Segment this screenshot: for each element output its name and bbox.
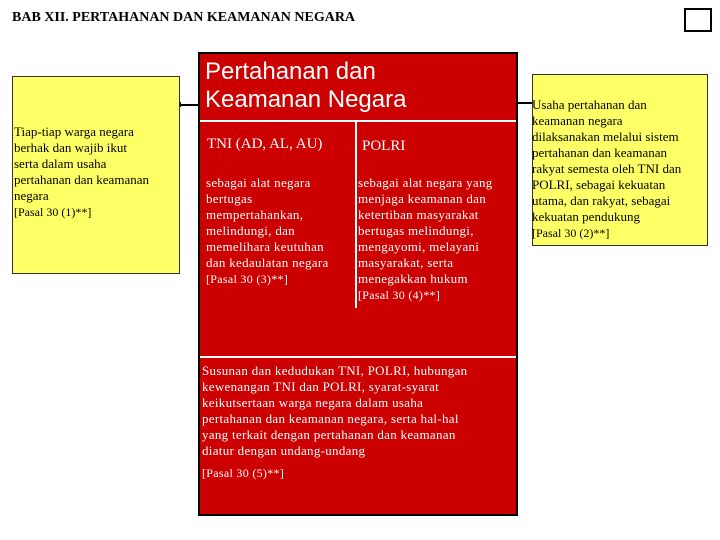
tni-heading: TNI (AD, AL, AU) — [207, 136, 323, 152]
polri-line: masyarakat, serta — [358, 255, 454, 270]
center-title-line: Pertahanan dan — [205, 58, 376, 85]
left-ref: [Pasal 30 (1)**] — [14, 205, 92, 219]
polri-heading: POLRI — [362, 138, 406, 154]
polri-line: ketertiban masyarakat — [358, 207, 479, 222]
tni-line: melindungi, dan — [206, 223, 295, 238]
right-line: kekuatan pendukung — [532, 209, 640, 224]
left-line: negara — [14, 188, 49, 203]
polri-line: mengayomi, melayani — [358, 239, 480, 254]
bottom-line: diatur dengan undang-undang — [202, 443, 366, 458]
right-line: Usaha pertahanan dan — [532, 97, 647, 112]
right-line: POLRI, sebagai kekuatan — [532, 177, 666, 192]
center-title-line: Keamanan Negara — [205, 86, 407, 113]
polri-line: bertugas melindungi, — [358, 223, 474, 238]
tni-line: dan kedaulatan negara — [206, 255, 329, 270]
tni-line: mempertahankan, — [206, 207, 304, 222]
tni-line: sebagai alat negara — [206, 175, 311, 190]
bottom-line: kewenangan TNI dan POLRI, syarat-syarat — [202, 379, 440, 394]
right-line: rakyat semesta oleh TNI dan — [532, 161, 682, 176]
right-line: utama, dan rakyat, sebagai — [532, 193, 671, 208]
right-line: keamanan negara — [532, 113, 623, 128]
left-line: pertahanan dan keamanan — [14, 172, 149, 187]
bottom-ref: [Pasal 30 (5)**] — [202, 466, 285, 480]
bottom-line: keikutsertaan warga negara dalam usaha — [202, 395, 424, 410]
corner-box — [684, 8, 712, 32]
bottom-text — [202, 363, 516, 481]
left-note-text — [14, 124, 180, 220]
connector-right — [518, 102, 532, 104]
tni-text — [206, 175, 356, 287]
tni-ref: [Pasal 30 (3)**] — [206, 272, 289, 286]
tni-line: bertugas — [206, 191, 253, 206]
right-line: pertahanan dan keamanan — [532, 145, 667, 160]
tni-line: memelihara keutuhan — [206, 239, 324, 254]
connector-left — [180, 104, 198, 106]
bottom-divider — [200, 356, 516, 358]
right-line: dilaksanakan melalui sistem — [532, 129, 679, 144]
polri-line: menjaga keamanan dan — [358, 191, 486, 206]
polri-ref: [Pasal 30 (4)**] — [358, 288, 441, 302]
polri-line: menegakkan hukum — [358, 271, 468, 286]
bottom-line: pertahanan dan keamanan negara, serta hal-hal — [202, 411, 459, 426]
bottom-line: yang terkait dengan pertahanan dan keamanan — [202, 427, 456, 442]
center-title — [205, 58, 515, 114]
left-line: Tiap-tiap warga negara — [14, 124, 134, 139]
right-ref: [Pasal 30 (2)**] — [532, 226, 610, 240]
bottom-line: Susunan dan kedudukan TNI, POLRI, hubungan — [202, 363, 468, 378]
left-line: berhak dan wajib ikut — [14, 140, 127, 155]
title-divider — [200, 120, 516, 122]
polri-line: sebagai alat negara yang — [358, 175, 493, 190]
polri-text — [358, 175, 516, 303]
right-note-text — [532, 97, 710, 241]
page-title: BAB XII. PERTAHANAN DAN KEAMANAN NEGARA — [12, 10, 356, 25]
left-line: serta dalam usaha — [14, 156, 107, 171]
